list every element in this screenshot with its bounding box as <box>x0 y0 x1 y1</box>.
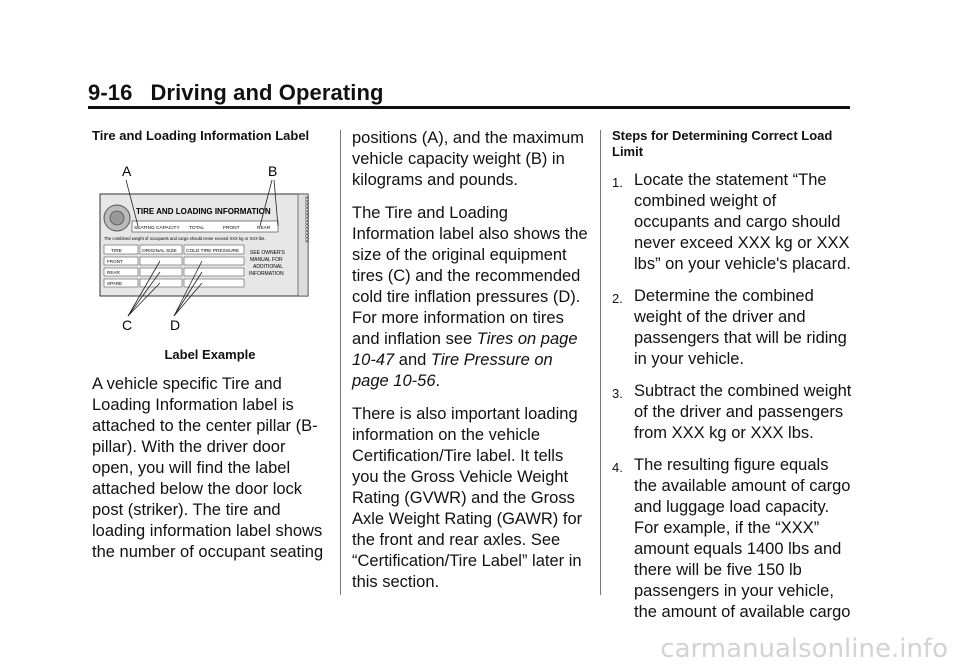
callout-a: A <box>122 163 132 179</box>
tires-link[interactable]: Tires on page 10-47 <box>352 330 578 369</box>
see-owners-text: SEE OWNER'S <box>250 250 285 256</box>
step-number: 2. <box>612 291 623 306</box>
cold-tire-pressure-label: COLD TIRE PRESSURE <box>186 249 240 254</box>
step-text: Subtract the combined weight of the driver and passengers from XXX kg or XXX lbs. <box>634 382 852 442</box>
tire-label: TIRE <box>111 249 122 254</box>
tire-pressure-link[interactable]: Tire Pressure on page 10-56 <box>352 351 553 390</box>
label-info-text: The Tire and Loading Information label also shows the size of the original equipment tires (C) and the recommended cold tire inflation pressures (D). For more information on tires and inflation see <box>352 204 588 348</box>
callout-b: B <box>268 163 278 179</box>
size-box-spare <box>140 279 182 287</box>
tire-label-figure <box>92 154 324 332</box>
seating-capacity-label: SEATING CAPACITY <box>134 226 180 231</box>
steps-list <box>612 170 854 623</box>
intro-paragraph: A vehicle specific Tire and Loading Information label is attached to the center pillar (B-pillar). With the driver door open, you will find the label attached below the door lock post (striker). The tire and loading information label shows the number of occupant seating <box>92 375 324 561</box>
column-divider-1 <box>340 130 341 595</box>
section-title: Driving and Operating <box>150 80 384 105</box>
column-2 <box>352 128 590 605</box>
and-text: and <box>394 351 431 369</box>
callout-c: C <box>122 317 133 332</box>
total-label: TOTAL <box>189 226 205 231</box>
row-front-label: FRONT <box>107 259 123 264</box>
step-text: Locate the statement “The combined weight of occupants and cargo should never exceed XXX kg or XXX lbs” on your vehicle's placard. <box>634 171 851 273</box>
row-rear-label: REAR <box>107 270 120 275</box>
list-item <box>612 286 854 370</box>
page-number: 9-16 <box>88 80 133 105</box>
information-text: INFORMATION <box>249 271 284 277</box>
step-text: Determine the combined weight of the driver and passengers that will be riding in your vehicle. <box>634 287 847 368</box>
period-text: . <box>435 372 441 390</box>
label-title: TIRE AND LOADING INFORMATION <box>136 207 271 216</box>
step-number: 1. <box>612 175 623 190</box>
additional-text: ADDITIONAL <box>253 264 284 270</box>
label-emblem-inner <box>110 211 124 225</box>
column-3 <box>612 128 854 634</box>
figure-caption: Label Example <box>164 347 256 362</box>
size-box-front <box>140 257 182 265</box>
header-rule <box>88 106 850 109</box>
certification-paragraph: There is also important loading information on the vehicle Certification/Tire label. It tells you the Gross Vehicle Weight Rating (GVWR) and the Gross Axle Weight Rating (GAWR) for the front and rear axles. See “Certification/Tire Label” later in this section. <box>352 405 583 591</box>
label-subheading: Tire and Loading Information Label <box>92 128 310 143</box>
step-text: The resulting figure equals the available amount of cargo and luggage load capacity. For example, if the “XXX” amount equals 1400 lbs and there will be five 150 lb passengers in your vehicle, the amount of available cargo <box>634 456 851 621</box>
column-divider-2 <box>600 130 601 595</box>
list-item <box>612 170 854 275</box>
rear-label: REAR <box>257 226 271 231</box>
manual-for-text: MANUAL FOR <box>250 257 283 263</box>
watermark: carmanualsonline.info <box>660 634 948 664</box>
row-spare-label: SPARE <box>107 281 123 286</box>
combined-weight-text: The combined weight of occupants and cargo should never exceed XXX kg or XXX lbs. <box>104 236 266 241</box>
pressure-box-rear <box>184 268 244 276</box>
label-side-code: XXXXXXXXXXXXXX <box>303 196 309 243</box>
steps-subheading: Steps for Determining Correct Load Limit <box>612 128 833 159</box>
pressure-box-front <box>184 257 244 265</box>
label-info-paragraph <box>352 203 590 392</box>
continued-paragraph: positions (A), and the maximum vehicle capacity weight (B) in kilograms and pounds. <box>352 129 585 189</box>
front-label: FRONT <box>223 226 240 231</box>
step-number: 3. <box>612 386 623 401</box>
list-item <box>612 455 854 623</box>
size-box-rear <box>140 268 182 276</box>
step-number: 4. <box>612 460 623 475</box>
callout-d: D <box>170 317 181 332</box>
list-item <box>612 381 854 444</box>
page-header <box>88 80 384 106</box>
column-1 <box>92 128 328 575</box>
original-size-label: ORIGINAL SIZE <box>142 249 177 254</box>
